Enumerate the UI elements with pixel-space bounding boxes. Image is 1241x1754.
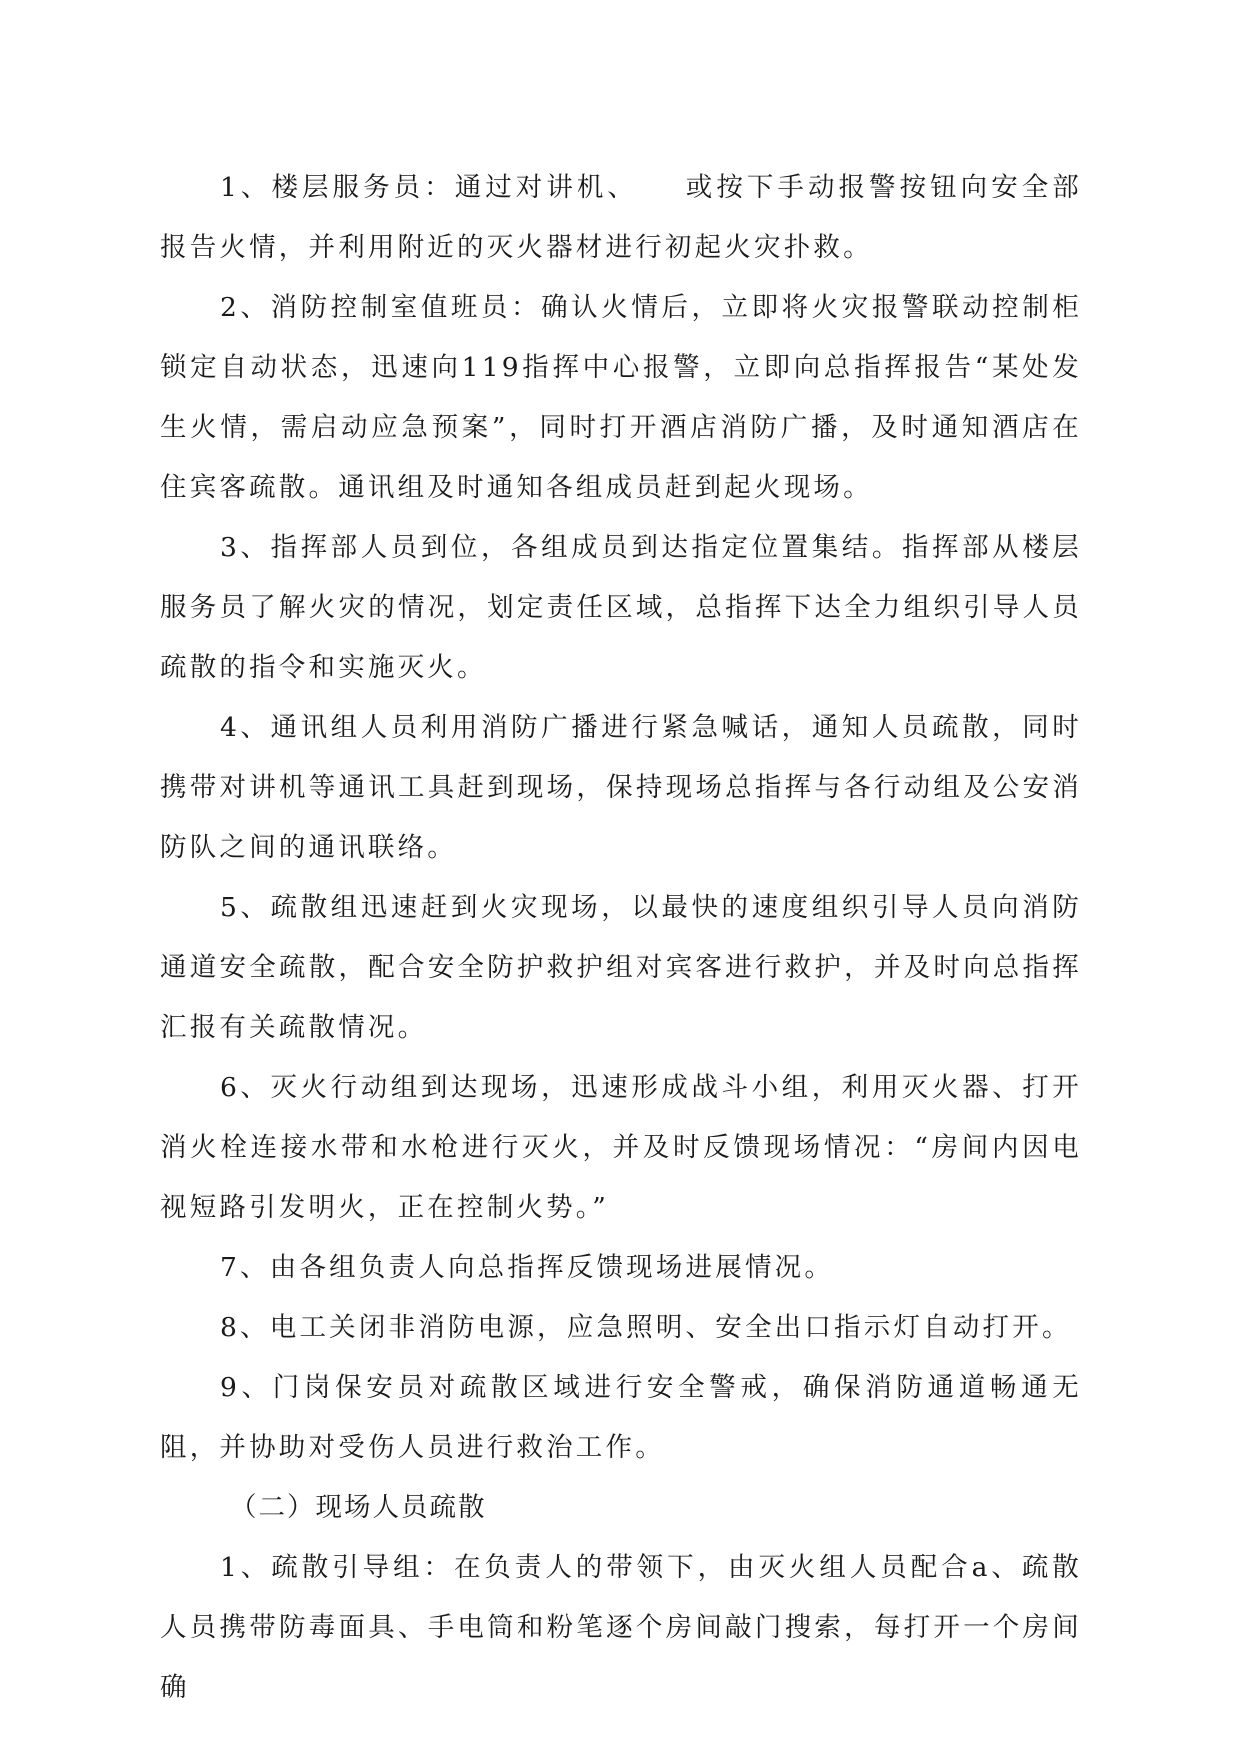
paragraph-command-assembly: 3、指挥部人员到位，各组成员到达指定位置集结。指挥部从楼层服务员了解火灾的情况，划定责任区域，总指挥下达全力组织引导人员疏散的指令和实施灭火。 xyxy=(160,532,1082,683)
section-heading-evacuation: （二）现场人员疏散 xyxy=(230,1492,487,1523)
paragraph-evacuation-group: 5、疏散组迅速赶到火灾现场，以最快的速度组织引导人员向消防通道安全疏散，配合安全防护救护组对宾客进行救护，并及时向总指挥汇报有关疏散情况。 xyxy=(160,892,1082,1043)
paragraph-communication-group: 4、通讯组人员利用消防广播进行紧急喊话，通知人员疏散，同时携带对讲机等通讯工具赶到现场，保持现场总指挥与各行动组及公安消防队之间的通讯联络。 xyxy=(160,712,1082,863)
paragraph-floor-attendant: 1、楼层服务员：通过对讲机、 或按下手动报警按钮向安全部报告火情，并利用附近的灭火器材进行初起火灾扑救。 xyxy=(160,172,1082,263)
paragraph-evacuation-guide-group: 1、疏散引导组：在负责人的带领下，由灭火组人员配合a、疏散人员携带防毒面具、手电筒和粉笔逐个房间敲门搜索，每打开一个房间确 xyxy=(160,1552,1082,1703)
document-body xyxy=(160,158,1082,1718)
paragraph-group-leaders-feedback: 7、由各组负责人向总指挥反馈现场进展情况。 xyxy=(220,1252,835,1283)
paragraph-control-room-duty: 2、消防控制室值班员：确认火情后，立即将火灾报警联动控制柜锁定自动状态，迅速向119指挥中心报警，立即向总指挥报告“某处发生火情，需启动应急预案”，同时打开酒店消防广播，及时通知酒店在住宾客疏散。通讯组及时通知各组成员赶到起火现场。 xyxy=(160,292,1082,503)
paragraph-firefighting-group: 6、灭火行动组到达现场，迅速形成战斗小组，利用灭火器、打开消火栓连接水带和水枪进行灭火，并及时反馈现场情况：“房间内因电视短路引发明火，正在控制火势。” xyxy=(160,1072,1082,1223)
paragraph-electrician: 8、电工关闭非消防电源，应急照明、安全出口指示灯自动打开。 xyxy=(220,1312,1072,1343)
paragraph-gate-security: 9、门岗保安员对疏散区域进行安全警戒，确保消防通道畅通无阻，并协助对受伤人员进行救治工作。 xyxy=(160,1372,1082,1463)
